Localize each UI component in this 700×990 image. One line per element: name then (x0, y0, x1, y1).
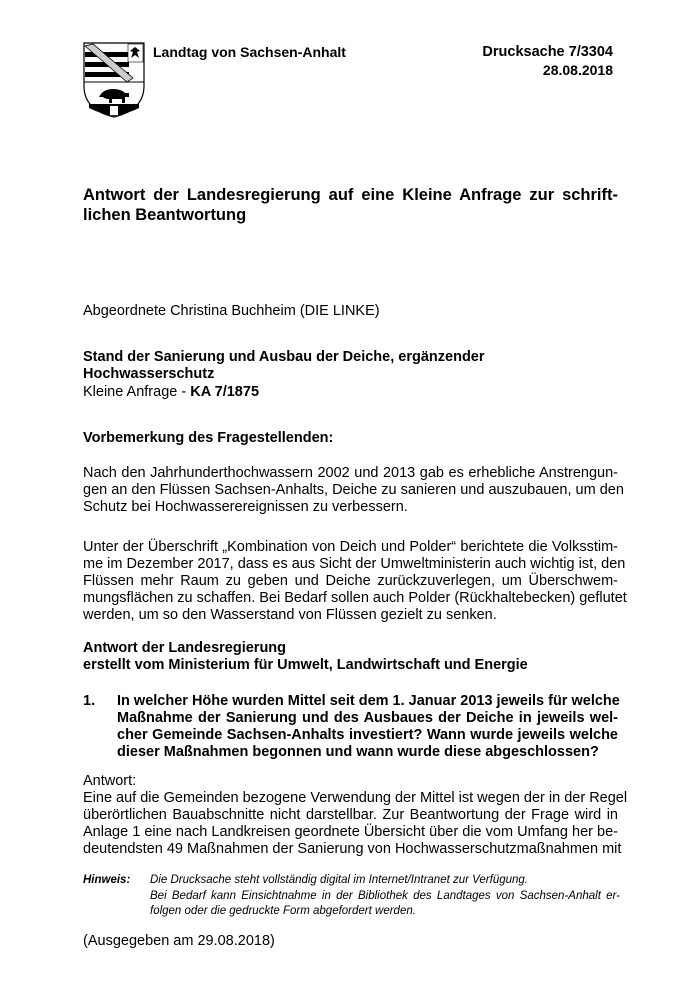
text-line: Eine auf die Gemeinden bezogene Verwendung der Mittel ist wegen der in der Regel (83, 790, 628, 806)
text-line: gen an den Flüssen Sachsen-Anhalts, Deiche zu sanieren und auszubauen, um den (83, 482, 624, 498)
text-line: überörtlichen Bauabschnitte nicht darstellbar. Zur Beantwortung der Frage wird in (83, 807, 618, 823)
note-line: folgen oder die gedruckte Form abgefordert werden. (150, 905, 416, 917)
drucksache-number: Drucksache 7/3304 (482, 44, 613, 60)
ka-reference (83, 384, 618, 401)
title-line: Antwort der Landesregierung auf eine Kleine Anfrage zur schrift- (83, 186, 618, 204)
prelim-paragraph-1 (83, 465, 624, 516)
text-line: Flüssen mehr Raum zu geben und Deiche zurückzuverlegen, um Überschwem- (83, 573, 618, 589)
text-line: mungsflächen zu schaffen. Bei Bedarf sollen auch Polder (Rückhaltebecken) geflutet (83, 590, 627, 606)
answer-heading (83, 640, 618, 674)
question-1 (117, 693, 618, 761)
prelim-paragraph-2 (83, 539, 627, 624)
text-line: Unter der Überschrift „Kombination von Deich und Polder“ berichtete die Volksstim- (83, 539, 618, 555)
org-name: Landtag von Sachsen-Anhalt (153, 44, 346, 60)
author: Abgeordnete Christina Buchheim (DIE LINKE) (83, 303, 380, 319)
text-line: werden, um so den Wasserstand von Flüssen gezielt zu senken. (83, 607, 497, 623)
prelim-heading: Vorbemerkung des Fragestellenden: (83, 430, 334, 446)
question-1-number: 1. (83, 693, 96, 709)
ka-prefix: Kleine Anfrage - (83, 384, 191, 400)
question-line: Maßnahme der Sanierung und des Ausbaues der Deiche in jeweils wel- (117, 710, 618, 726)
subject: Stand der Sanierung und Ausbau der Deiche, ergänzender Hochwasserschutz (83, 349, 485, 382)
text-line: Nach den Jahrhunderthochwassern 2002 und 2013 gab es erhebliche Anstrengun- (83, 465, 618, 481)
document-title (83, 185, 618, 225)
text-line: deutendsten 49 Maßnahmen der Sanierung von Hochwasserschutzmaßnahmen mit (83, 841, 622, 857)
question-line: dieser Maßnahmen begonnen und wann wurde diese abgeschlossen? (117, 744, 599, 760)
header-date: 28.08.2018 (542, 62, 613, 78)
text-line: Schutz bei Hochwasserereignissen zu verbessern. (83, 499, 408, 515)
text-line: me im Dezember 2017, dass es aus Sicht der Umweltministerin auch wichtig ist, den (83, 556, 626, 572)
heading-line: erstellt vom Ministerium für Umwelt, Landwirtschaft und Energie (83, 657, 528, 673)
question-line: In welcher Höhe wurden Mittel seit dem 1. Januar 2013 jeweils für welche (117, 693, 620, 709)
answer-1 (83, 790, 628, 858)
title-line: lichen Beantwortung (83, 206, 247, 224)
note-line: Die Drucksache steht vollständig digital im Internet/Intranet zur Verfügung. (150, 874, 528, 886)
heading-line: Antwort der Landesregierung (83, 640, 287, 656)
note-label: Hinweis: (83, 874, 131, 886)
issued-date: (Ausgegeben am 29.08.2018) (83, 933, 275, 949)
note-line: Bei Bedarf kann Einsichtnahme in der Bibliothek des Landtages von Sachsen-Anhalt er- (150, 889, 620, 902)
question-line: cher Gemeinde Sachsen-Anhalts investiert? Wann wurde jeweils welche (117, 727, 618, 743)
coat-of-arms-logo (83, 42, 145, 118)
answer-1-label: Antwort: (83, 773, 137, 789)
text-line: Anlage 1 eine nach Landkreisen geordnete Übersicht über die vom Umfang her be- (83, 824, 618, 840)
ka-number: KA 7/1875 (190, 384, 260, 400)
